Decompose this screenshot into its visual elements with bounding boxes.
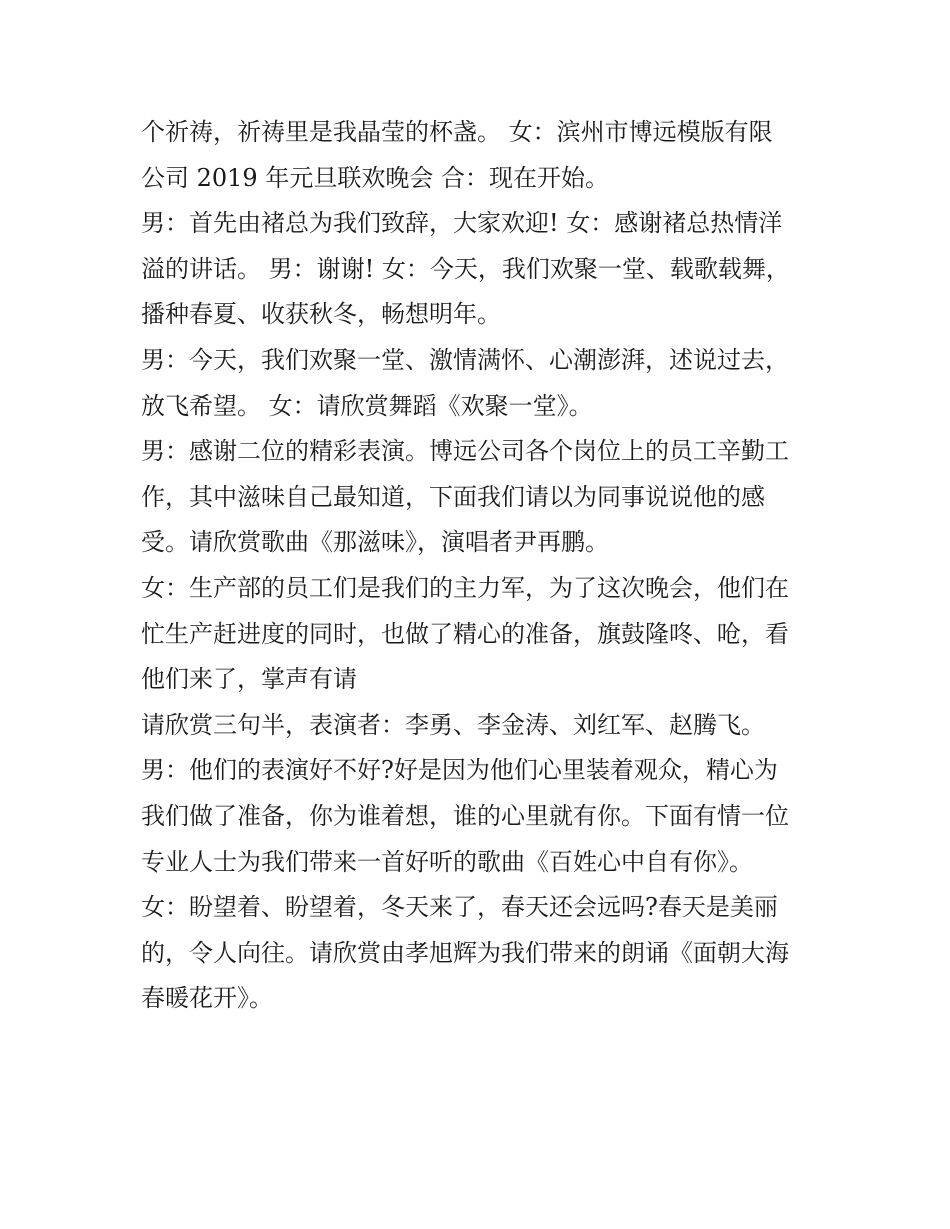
text-line: 他们来了，掌声有请 <box>141 665 357 694</box>
text-line: 男：感谢二位的精彩表演。博远公司各个岗位上的员工辛勤工 <box>141 437 789 466</box>
text-line: 个祈祷，祈祷里是我晶莹的杯盏。 女：滨州市博远模版有限 <box>141 118 773 146</box>
paragraph-audience <box>141 748 821 885</box>
text-line: 忙生产赶进度的同时，也做了精心的准备，旗鼓隆咚、呛，看 <box>141 619 789 648</box>
paragraph-performance <box>141 703 821 749</box>
paragraph-opening <box>141 110 821 201</box>
text-line: 男：首先由褚总为我们致辞，大家欢迎! 女：感谢褚总热情洋 <box>141 209 783 238</box>
text-line: 放飞希望。 女：请欣赏舞蹈《欢聚一堂》。 <box>141 391 593 420</box>
text-line: 公司 2019 年元旦联欢晚会 合：现在开始。 <box>141 163 609 192</box>
text-line: 女：生产部的员工们是我们的主力军，为了这次晚会，他们在 <box>141 573 789 602</box>
paragraph-song <box>141 429 821 566</box>
text-line: 男：今天，我们欢聚一堂、激情满怀、心潮澎湃，述说过去， <box>141 345 789 374</box>
text-line: 请欣赏三句半，表演者：李勇、李金涛、刘红军、赵腾飞。 <box>141 710 765 739</box>
text-line: 女：盼望着、盼望着，冬天来了，春天还会远吗?春天是美丽 <box>141 893 778 922</box>
text-line: 作，其中滋味自己最知道，下面我们请以为同事说说他的感 <box>141 482 765 511</box>
paragraph-dance <box>141 338 821 429</box>
text-line: 播种春夏、收获秋冬，畅想明年。 <box>141 300 501 329</box>
text-line: 男：他们的表演好不好?好是因为他们心里装着观众，精心为 <box>141 756 778 785</box>
paragraph-spring <box>141 885 821 1022</box>
text-line: 受。请欣赏歌曲《那滋味》，演唱者尹再鹏。 <box>141 528 609 557</box>
paragraph-production <box>141 566 821 703</box>
text-line: 溢的讲话。 男：谢谢! 女：今天，我们欢聚一堂、载歌载舞， <box>141 254 790 283</box>
text-line: 我们做了准备，你为谁着想，谁的心里就有你。下面有情一位 <box>141 801 789 830</box>
paragraph-speech <box>141 201 821 338</box>
text-line: 的，令人向往。请欣赏由孝旭辉为我们带来的朗诵《面朝大海 <box>141 938 789 967</box>
document-body <box>141 110 821 1022</box>
text-line: 春暖花开》。 <box>141 984 273 1013</box>
text-line: 专业人士为我们带来一首好听的歌曲《百姓心中自有你》。 <box>141 847 753 876</box>
